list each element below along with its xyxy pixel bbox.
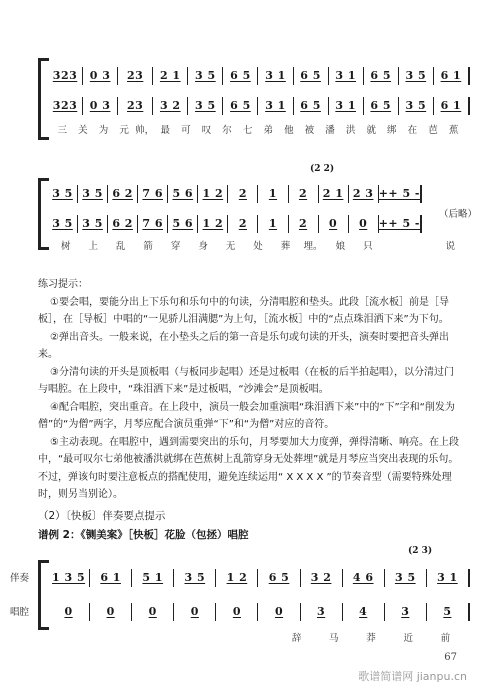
lyric-syllable: 葬 — [280, 241, 291, 252]
note-cell: 3 2 — [153, 97, 188, 115]
note-cell: 4 — [343, 603, 385, 621]
lyric-syllable: 马 — [329, 633, 339, 644]
site-watermark: 歌谱简谱网 jianpu.cn — [358, 670, 467, 683]
note-cell: 1 2 — [216, 569, 258, 587]
note-cell: 3 — [385, 603, 427, 621]
note-cell: 3 5 — [399, 67, 434, 85]
note-cell: 2 1 — [153, 67, 188, 85]
vocal-staff — [48, 96, 470, 116]
accompaniment-label: 伴奏 — [10, 573, 30, 584]
note-cell: 2 1 — [319, 185, 349, 203]
lyric-syllable: 七 — [242, 125, 253, 136]
note-cell: 23 — [118, 67, 153, 85]
note-cell: 3 5 — [78, 185, 108, 203]
note-cell: 3 5 — [188, 97, 223, 115]
practice-tips — [38, 276, 463, 504]
lyric-syllable: 蕉 — [448, 125, 459, 136]
note-cell: 0 — [48, 603, 90, 621]
note-cell: 6 5 — [294, 67, 329, 85]
lyric-syllable: 弟 — [263, 125, 273, 136]
note-cell: 6 1 — [434, 67, 470, 85]
lyrics-line — [278, 630, 464, 644]
lyric-syllable — [409, 238, 436, 252]
lyric-syllable: 芭 — [428, 125, 438, 136]
note-cell: 1 — [258, 185, 288, 203]
lyric-syllable: 身 — [198, 241, 208, 252]
tip-5: ⑤主动表现。在唱腔中，遇到需要突出的乐句，月琴要加大力度弹，弹得清晰、响亮。在上段中，“最可叹尔七弟他被潘洪就绑在芭蕉树上乱箭穿身无处葬埋”就是月琴应当突出表现的乐句。不过，弹该句时要注意板点的搭配使用，避免连续运用“ X X X X ”的节奏音型（需要特殊处理时，则另当别论）。 — [38, 436, 459, 500]
score-system-3 — [10, 546, 470, 644]
note-cell: 3 5 — [48, 215, 78, 233]
note-cell: 0 3 — [83, 97, 118, 115]
note-cell: 5 6 — [168, 215, 198, 233]
lyric-syllable: 辞 — [291, 633, 302, 644]
note-cell: 7 6 — [138, 185, 168, 203]
accompaniment-staff — [48, 66, 470, 86]
note-cell: 1 2 — [198, 185, 228, 203]
note-cell: 3 5 — [385, 569, 427, 587]
note-cell: 5 — [427, 603, 470, 621]
note-cell: 6 5 — [364, 97, 399, 115]
note-cell: 3 1 — [329, 97, 364, 115]
note-cell: 6 2 — [108, 215, 138, 233]
omitted-note: （后略） — [438, 209, 477, 220]
lyric-syllable: 在 — [407, 125, 418, 136]
lyric-syllable: 娘 — [335, 241, 346, 252]
lyric-syllable: 树 — [60, 241, 71, 252]
lyric-syllable: 关 — [78, 125, 88, 136]
example-title: 谱例 2：《铡美案》［快板］花脸（包拯）唱腔 — [38, 529, 249, 541]
note-cell: 2 — [228, 185, 258, 203]
lyric-syllable: 穿 — [170, 241, 181, 252]
lyric-syllable: 最 — [160, 125, 171, 136]
accompaniment-staff — [48, 568, 470, 588]
lyric-syllable: 就 — [366, 125, 376, 136]
lyric-syllable: 箭 — [143, 241, 153, 252]
grace-mark: (2 2) — [310, 164, 335, 174]
lyrics-line — [52, 122, 464, 136]
note-cell: 323 — [48, 67, 83, 85]
accompaniment-staff — [48, 184, 422, 204]
note-cell: 3 1 — [258, 97, 293, 115]
lyric-syllable: 说 — [445, 241, 456, 252]
note-cell: 1 — [258, 215, 288, 233]
note-cell: 4 6 — [343, 569, 385, 587]
note-cell: 3 1 — [258, 67, 293, 85]
note-cell: 6 2 — [108, 185, 138, 203]
lyric-syllable: 上 — [88, 241, 98, 252]
section-title: （2）〔快板〕伴奏要点提示 — [38, 510, 166, 522]
note-cell: 2 — [228, 215, 258, 233]
note-cell: 0 — [258, 603, 300, 621]
note-cell: 0 — [216, 603, 258, 621]
lyric-syllable: 只 — [363, 241, 373, 252]
vocal-staff — [48, 602, 470, 622]
score-system-2 — [38, 164, 470, 252]
lyric-syllable: 前 — [440, 633, 451, 644]
note-cell: 3 5 — [48, 185, 78, 203]
lyric-syllable: 被 — [304, 125, 315, 136]
lyric-syllable: 可 — [181, 125, 191, 136]
note-cell: 3 5 — [78, 215, 108, 233]
note-cell: 6 5 — [364, 67, 399, 85]
lyric-syllable: 元 — [119, 125, 129, 136]
vocal-label: 唱腔 — [10, 607, 30, 618]
practice-heading: 练习提示： — [38, 279, 88, 290]
note-cell: 2 — [289, 185, 319, 203]
lyric-syllable: 绑 — [387, 125, 397, 136]
note-cell: 6 1 — [434, 97, 470, 115]
note-cell: 323 — [48, 97, 83, 115]
note-cell: 0 — [319, 215, 349, 233]
note-cell: 1 3 5 — [48, 569, 90, 587]
lyric-syllable — [382, 238, 409, 252]
page-number: 67 — [444, 652, 457, 663]
note-cell: 6 5 — [223, 97, 258, 115]
note-cell: 6 5 — [258, 569, 300, 587]
lyric-syllable: 他 — [284, 125, 294, 136]
grace-mark: (2 3) — [408, 546, 433, 556]
note-cell: 3 1 — [329, 67, 364, 85]
note-cell: 5 6 — [168, 185, 198, 203]
note-cell: 5 1 — [132, 569, 174, 587]
note-cell: 0 — [174, 603, 216, 621]
lyric-syllable: 近 — [403, 633, 413, 644]
note-cell: 3 — [301, 603, 343, 621]
lyric-syllable: 帅， — [135, 125, 155, 136]
lyric-syllable: 洪 — [345, 125, 356, 136]
note-cell: 3 5 — [399, 97, 434, 115]
lyrics-line — [52, 238, 464, 252]
note-cell: 1 2 — [198, 215, 228, 233]
lyric-syllable: 三 — [57, 125, 68, 136]
lyric-syllable: 乱 — [115, 241, 126, 252]
note-cell: 23 — [118, 97, 153, 115]
note-cell: 7 6 — [138, 215, 168, 233]
lyric-syllable: 潘 — [325, 125, 335, 136]
lyric-syllable: 为 — [98, 125, 109, 136]
note-cell: 3 5 — [174, 569, 216, 587]
tip-1: ①要会唱，要能分出上下乐句和乐句中的句读，分清唱腔和垫头。此段［流水板］前是［导板］，在［导板］中唱的“一见骄儿泪满腮”为上句，［流水板］中的“点点珠泪洒下来”为下句。 — [38, 296, 449, 325]
lyric-syllable: 莽 — [366, 633, 376, 644]
tip-2: ②弹出音头。一般来说，在小垫头之后的第一音是乐句或句读的开头，演奏时要把音头弹出来。 — [38, 331, 449, 360]
note-cell: 6 5 — [294, 97, 329, 115]
lyric-syllable: 无 — [225, 241, 236, 252]
note-cell: 0 — [132, 603, 174, 621]
tip-4: ④配合唱腔，突出重音。在上段中，演员一般会加重演唱“珠泪洒下来”中的“下”字和“削发为僧”的“为僧”两字，月琴应配合演员重弹“下”和“为僧”对应的音符。 — [38, 401, 455, 430]
note-cell: 3 1 — [427, 569, 470, 587]
note-cell: 0 — [90, 603, 132, 621]
note-cell: ++ 5 - — [379, 185, 422, 203]
score-system-1 — [38, 58, 470, 140]
note-cell: 6 1 — [90, 569, 132, 587]
lyric-syllable: 处 — [253, 241, 263, 252]
note-cell: 2 3 — [349, 185, 379, 203]
lyric-syllable: 叹 — [201, 125, 212, 136]
note-cell: 3 2 — [301, 569, 343, 587]
note-cell: 0 — [349, 215, 379, 233]
vocal-staff — [48, 214, 422, 234]
lyric-syllable: 埋。 — [303, 241, 323, 252]
note-cell: ++ 5 - — [379, 215, 422, 233]
note-cell: 2 — [289, 215, 319, 233]
note-cell: 6 5 — [223, 67, 258, 85]
lyric-syllable: 尔 — [222, 125, 232, 136]
note-cell: 3 5 — [188, 67, 223, 85]
note-cell: 0 3 — [83, 67, 118, 85]
tip-3: ③分清句读的开头是顶板唱（与板同步起唱）还是过板唱（在板的后半拍起唱），以分清过门与唱腔。在上段中，“珠泪洒下来”是过板唱，“沙滩会”是顶板唱。 — [38, 366, 454, 395]
